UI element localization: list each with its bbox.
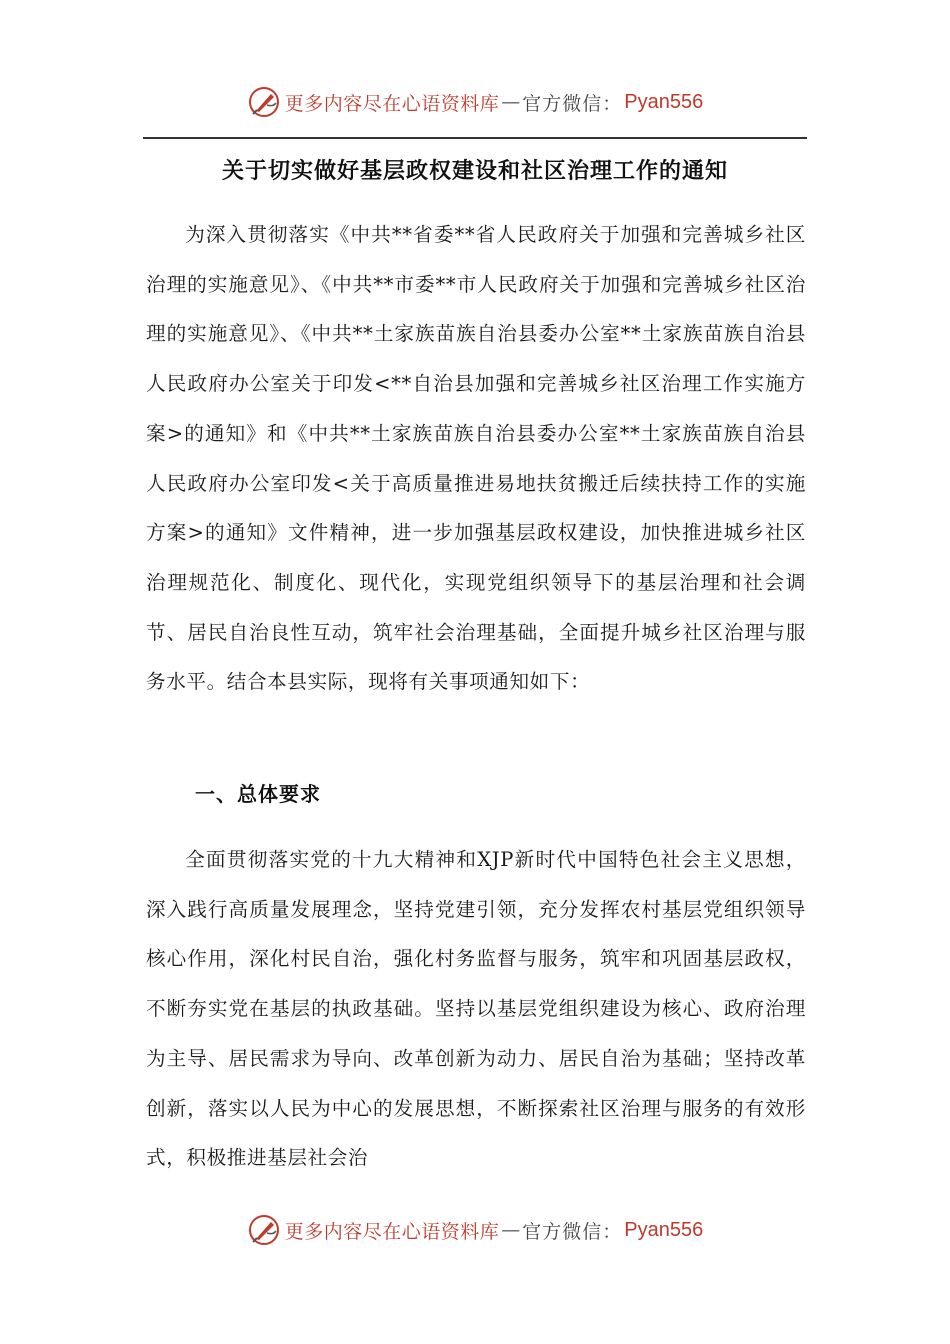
quill-pen-icon [247,1213,281,1247]
watermark-brand: 更多内容尽在心语资料库 [284,92,500,115]
watermark-brand: 更多内容尽在心语资料库 [284,1220,500,1243]
header-divider [143,137,807,139]
watermark-official-label: 官方微信： [522,1220,623,1243]
watermark-official-label: 官方微信： [522,92,623,115]
watermark-banner-top [0,82,950,122]
watermark-wechat-id: Pyan556 [624,1218,704,1241]
section-heading: 一、总体要求 [195,782,321,806]
document-title: 关于切实做好基层政权建设和社区治理工作的通知 [221,159,728,184]
watermark-dash: — [501,1219,521,1241]
section-body-paragraph: 全面贯彻落实党的十九大精神和XJP新时代中国特色社会主义思想，深入践行高质量发展理念，坚持党建引领，充分发挥农村基层党组织领导核心作用，深化村民自治，强化村务监督与服务，筑牢和巩固基层政权，不断夯实党在基层的执政基础。坚持以基层党组织建设为核心、政府治理为主导、居民需求为导向、改革创新为动力、居民自治为基础；坚持改革创新，落实以人民为中心的发展思想，不断探索社区治理与服务的有效形式，积极推进基层社会治 [146,848,806,1170]
watermark-dash: — [501,91,521,113]
intro-paragraph: 为深入贯彻落实《中共**省委**省人民政府关于加强和完善城乡社区治理的实施意见》、《中共**市委**市人民政府关于加强和完善城乡社区治理的实施意见》、《中共**土家族苗族自治县委办公室**土家族苗族自治县人民政府办公室关于印发<**自治县加强和完善城乡社区治理工作实施方案>的通知》和《中共**土家族苗族自治县委办公室**土家族苗族自治县人民政府办公室印发<关于高质量推进易地扶贫搬迁后续扶持工作的实施方案>的通知》文件精神，进一步加强基层政权建设，加快推进城乡社区治理规范化、制度化、现代化，实现党组织领导下的基层治理和社会调节、居民自治良性互动，筑牢社会治理基础，全面提升城乡社区治理与服务水平。结合本县实际，现将有关事项通知如下： [146,223,806,694]
quill-pen-icon [247,85,281,119]
watermark-wechat-id: Pyan556 [624,90,704,113]
watermark-banner-bottom [0,1210,950,1250]
